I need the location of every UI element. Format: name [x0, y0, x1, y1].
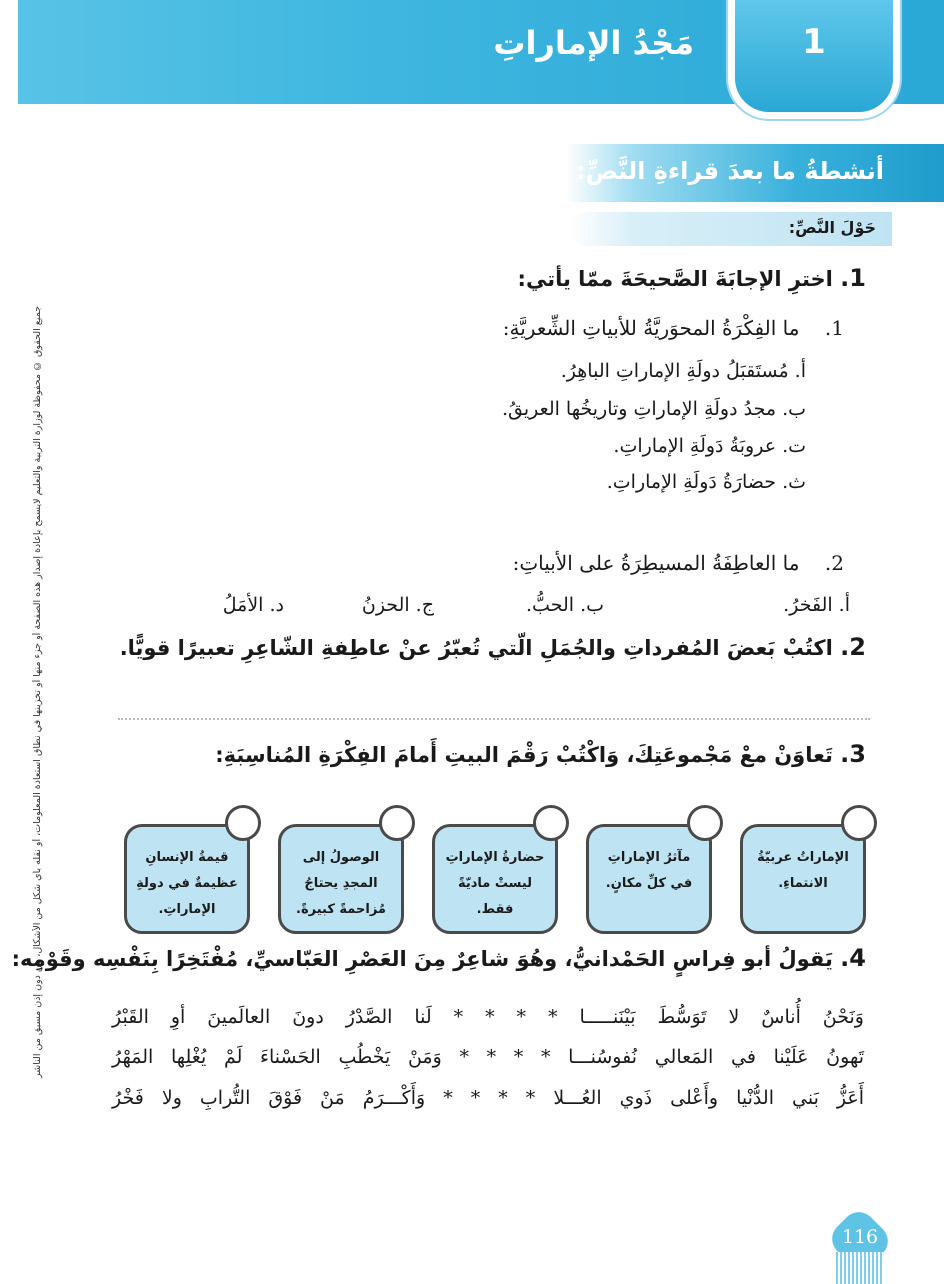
- lesson-title: مَجْدُ الإماراتِ: [493, 24, 694, 62]
- idea-card-text: حضارةُ الإماراتِ ليستْ ماديّةً فقط.: [445, 850, 545, 917]
- section-banner: [566, 144, 944, 202]
- sub-question-number: 2.: [824, 551, 844, 575]
- page-number: 116: [841, 1226, 879, 1248]
- idea-card-text: الإماراتُ عربيّةُ الانتماءِ.: [757, 850, 849, 891]
- question-3: [215, 740, 866, 768]
- card-circle: [533, 805, 569, 841]
- card-circle: [687, 805, 723, 841]
- subsection-title: حَوْلَ النَّصِّ:: [788, 218, 876, 237]
- option-item: ج. الحزنُ: [361, 594, 434, 616]
- idea-card: [740, 824, 866, 934]
- card-circle: [379, 805, 415, 841]
- question-1-sub-2: [513, 551, 844, 575]
- question-1-text: اخترِ الإجابَةَ الصَّحيحَةَ ممّا يأتي:: [517, 267, 833, 291]
- poem-verse: تَهونُ عَلَيْنا في المَعالي نُفوسُنـــا * * * * وَمَنْ يَخْطُبِ الحَسْناءَ لَمْ يُغْلِها المَهْرُ: [112, 1046, 864, 1068]
- question-2-number: 2.: [840, 633, 866, 661]
- option-item: د. الأمَلُ: [222, 594, 284, 616]
- question-4-text: يَقولُ أبو فِراسٍ الحَمْدانيُّ، وهُوَ شاعِرٌ مِنَ العَصْرِ العَبّاسيِّ، مُفْتَخِرًا بِنَفْسِه وقَوْمِه:: [11, 947, 833, 971]
- option-item: ب. مجدُ دولَةِ الإماراتِ وتاريخُها العريقُ.: [502, 398, 806, 420]
- section-title: أنشطةُ ما بعدَ قراءةِ النَّصِّ:: [576, 157, 884, 185]
- question-4-number: 4.: [840, 944, 866, 972]
- option-item: أ. الفَخرُ.: [783, 594, 850, 616]
- idea-card: [432, 824, 558, 934]
- card-circle: [841, 805, 877, 841]
- sub-question-number: 1.: [824, 316, 844, 340]
- question-4: [12, 944, 866, 972]
- question-1-sub-1: [503, 316, 844, 340]
- dotted-divider: [118, 718, 870, 720]
- option-item: ب. الحبُّ.: [526, 594, 604, 616]
- question-3-text: تَعاوَنْ معْ مَجْموعَتِكَ، وَاكْتُبْ رَقْمَ البيتِ أَمامَ الفِكْرَةِ المُناسِبَةِ:: [215, 743, 833, 767]
- option-item: ت. عروبَةُ دَولَةِ الإماراتِ.: [613, 435, 806, 457]
- question-1-number: 1.: [840, 264, 866, 292]
- question-2: [120, 633, 866, 661]
- question-3-number: 3.: [840, 740, 866, 768]
- idea-card-text: مآثرُ الإماراتِ في كلِّ مكانٍ.: [605, 850, 693, 891]
- subsection-banner: [570, 212, 892, 246]
- question-2-text: اكتُبْ بَعضَ المُفرداتِ والجُمَلِ الّتي تُعبّرُ عنْ عاطِفةِ الشّاعِرِ تعبيرًا قويًّا.: [119, 636, 833, 660]
- lesson-number: 1: [802, 22, 826, 62]
- poem-verse: وَنَحْنُ أُناسٌ لا تَوَسُّطَ بَيْنَنـــــا * * * * لَنا الصَّدْرُ دونَ العالَمينَ أوِ القَبْرُ: [112, 1006, 864, 1028]
- idea-card-text: الوصولُ إلى المجدِ يحتاجُ مُزاحمةً كبيرةً.: [296, 850, 386, 917]
- poem-verse: أَعَزُّ بَني الدُّنْيا وأَعْلى ذَوي العُـــلا * * * * وَأَكْـــرَمُ مَنْ فَوْقَ التُّرابِ ولا فَخْرُ: [112, 1087, 864, 1109]
- sub-question-text: ما العاطِفَةُ المسيطِرَةُ على الأبياتِ:: [512, 551, 800, 575]
- question-1: [518, 264, 866, 292]
- idea-card: [586, 824, 712, 934]
- card-circle: [225, 805, 261, 841]
- page-decoration: [836, 1252, 884, 1284]
- sub-question-text: ما الفِكْرَةُ المحوَريَّةُ للأبياتِ الشِّعريَّةِ:: [502, 316, 800, 340]
- lesson-number-tab: [735, 0, 893, 112]
- copyright-notice: جميع الحقوق © محفوظة لوزارة التربية والتعليم لايسمح بإعادة إصدار هذه الصفحة أو جزء منها أو تخزينها في نطاق استعادة المعلومات، أو نقله بأي شكل من الأشكال، من دون إذن مسبق من الناشر: [32, 306, 43, 1079]
- idea-card: [124, 824, 250, 934]
- idea-card: [278, 824, 404, 934]
- option-item: أ. مُستَقبَلُ دولَةِ الإماراتِ الباهِرُ.: [560, 360, 806, 382]
- option-item: ث. حضارَةُ دَولَةِ الإماراتِ.: [606, 471, 806, 493]
- idea-card-text: قيمةُ الإنسانِ عظيمةٌ في دولةِ الإماراتِ.: [136, 850, 238, 917]
